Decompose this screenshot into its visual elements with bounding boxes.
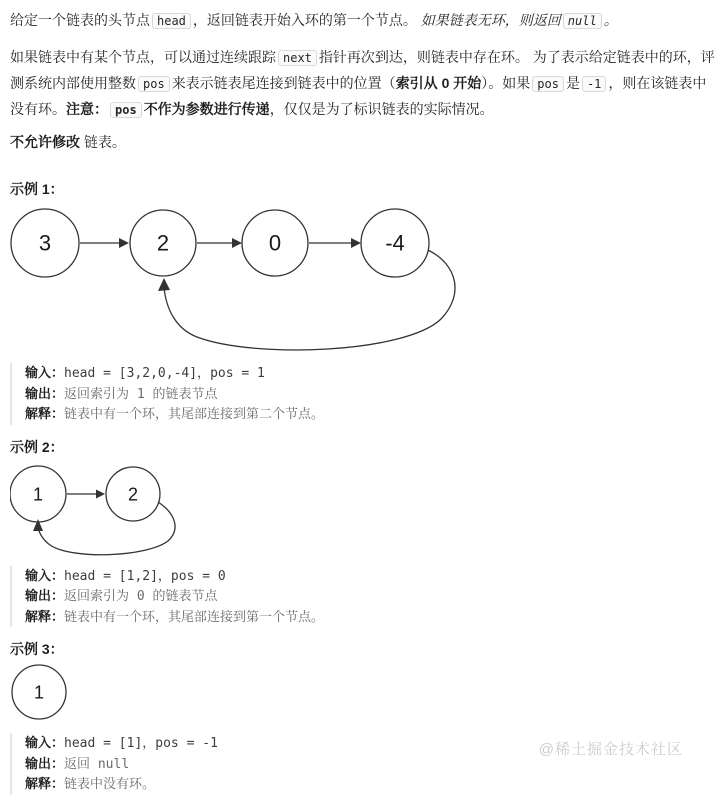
cycle-arrowhead xyxy=(158,278,170,291)
node-value: 3 xyxy=(38,230,52,256)
example-2-diagram xyxy=(10,461,230,564)
input-line: 输入：head = [1,2]，pos = 0 xyxy=(25,567,226,584)
bold-notice: 注意： xyxy=(66,101,108,117)
inline-code-null: null xyxy=(563,13,602,29)
bold-pos-wrap xyxy=(108,101,144,117)
node-value: 1 xyxy=(33,682,45,703)
example-1-label: 示例 1： xyxy=(10,181,64,197)
node-value: 2 xyxy=(156,230,170,256)
node-value: 1 xyxy=(32,483,44,504)
node-arrowhead xyxy=(119,238,129,248)
example-3-label: 示例 3： xyxy=(10,641,64,657)
bold-not-param: 不作为参数进行传递 xyxy=(143,101,270,117)
bold-index-note: 索引从 0 开始 xyxy=(395,75,482,91)
node-arrowhead xyxy=(96,489,105,498)
intro-italic: 如果链表无环，则返回 null 。 xyxy=(420,12,618,28)
cycle-arrow xyxy=(164,250,455,350)
node-arrowhead xyxy=(232,238,242,248)
input-line: 输入：head = [3,2,0,-4]，pos = 1 xyxy=(25,365,265,381)
output-line: 输出：返回 null xyxy=(25,755,130,772)
output-line: 输出：返回索引为 0 的链表节点 xyxy=(25,588,218,604)
node-value: 2 xyxy=(127,483,139,504)
example-3-section xyxy=(10,639,715,795)
watermark: @稀土掘金技术社区 xyxy=(538,741,683,758)
intro-paragraph: 给定一个链表的头节点 head ，返回链表开始入环的第一个节点。 如果链表无环，则返回 null 。 xyxy=(10,12,618,28)
node-value: -4 xyxy=(385,230,405,256)
example-1-section xyxy=(10,179,715,425)
node-value: 0 xyxy=(268,230,282,256)
example-1-diagram xyxy=(10,203,480,361)
inline-code-next: next xyxy=(278,50,317,66)
inline-code-pos: pos xyxy=(110,102,142,118)
explanation-line: 解释：链表中有一个环，其尾部连接到第一个节点。 xyxy=(25,608,325,625)
intro-text: 给定一个链表的头节点 xyxy=(10,12,150,28)
output-line: 输出：返回索引为 1 的链表节点 xyxy=(25,385,218,402)
example-2-section xyxy=(10,437,715,628)
inline-code-head: head xyxy=(152,13,191,29)
inline-code-pos: pos xyxy=(532,76,564,92)
cycle-description-paragraph: 如果链表中有某个节点，可以通过连续跟踪 next 指针再次到达，则链表中存在环。 为了表示给定链表中的环，评测系统内部使用整数 pos 来表示链表尾连接到链表中的位置（索引从 0 开始）。如果 pos 是 -1 ，则在该链表中没有环。注意： pos 不作为参数进行传递，仅仅是为了标识链表的实际情况。 xyxy=(10,49,715,117)
modify-restriction-note: 不允许修改 链表。 xyxy=(10,134,126,150)
cycle-arrowhead xyxy=(33,519,43,531)
example-2-label: 示例 2： xyxy=(10,438,64,455)
inline-code-pos: pos xyxy=(138,76,170,92)
example-3-diagram xyxy=(10,663,110,721)
inline-code-neg1: -1 xyxy=(582,76,606,92)
example-1-io xyxy=(10,363,715,425)
node-arrowhead xyxy=(351,238,361,248)
explanation-line: 解释：链表中没有环。 xyxy=(25,776,156,792)
example-2-io xyxy=(10,566,715,628)
explanation-line: 解释：链表中有一个环，其尾部连接到第二个节点。 xyxy=(25,406,325,422)
input-line: 输入：head = [1]，pos = -1 xyxy=(25,735,218,751)
bold-no-modify: 不允许修改 xyxy=(10,134,80,150)
